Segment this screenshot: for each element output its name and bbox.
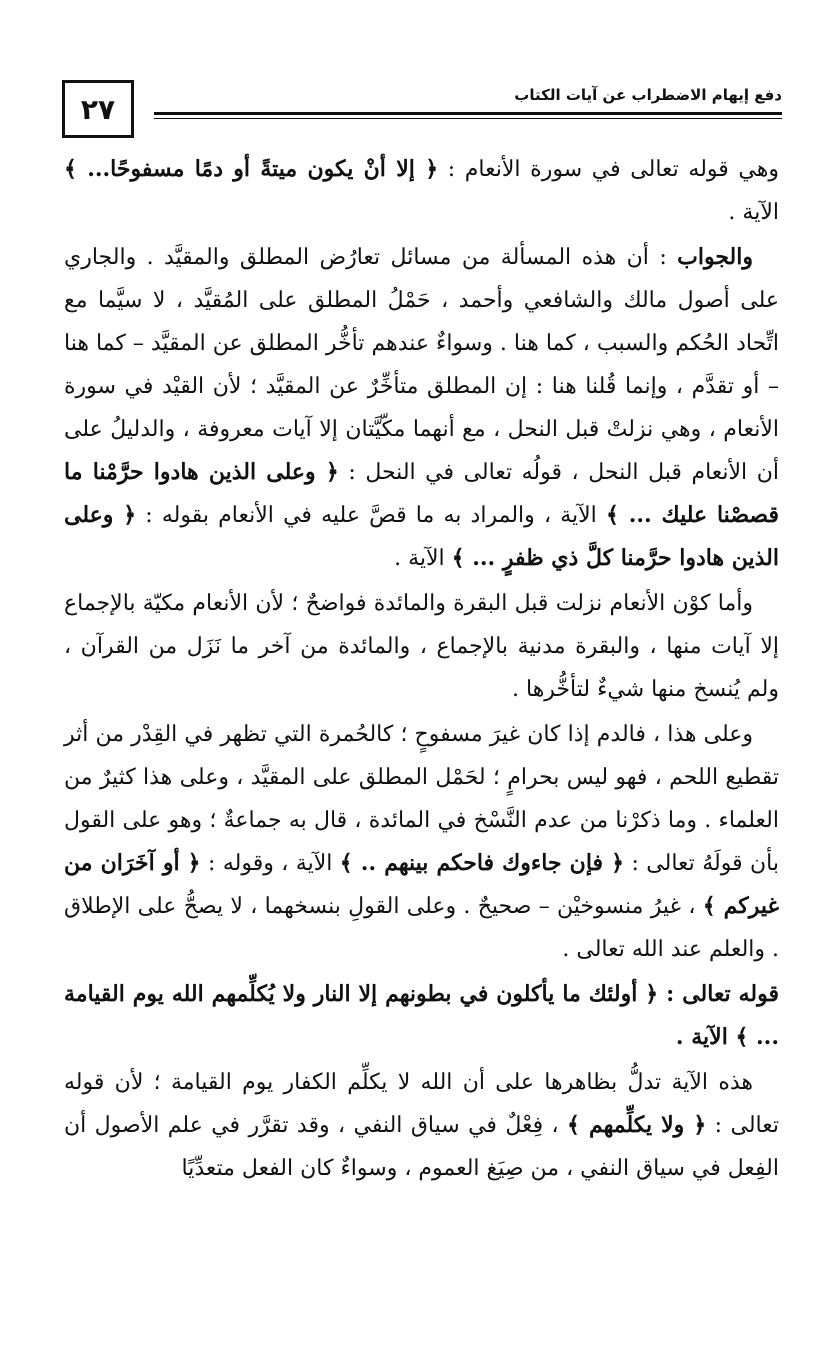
paragraph-p2 [64,236,779,580]
text-segment: الآية . [728,200,779,225]
paragraph-p6 [64,1061,779,1190]
paragraph-p1 [64,148,779,234]
text-segment: الآية ، والمراد به ما قصَّ عليه في الأنعام بقوله : [136,503,606,528]
bold-segment: الآية . [675,1024,736,1050]
running-title: دفع إيهام الاضطراب عن آيات الكتاب [514,86,782,104]
bold-segment: ﴿ أولئك ما يأكلون في بطونهم إلا النار ولا يُكلِّمهم الله يوم القيامة ... ﴾ [64,981,779,1050]
page-number: ٢٧ [62,80,134,138]
text-segment: وهي قوله تعالى في سورة الأنعام : [438,157,779,182]
bold-segment: ﴿ وعلى الذين هادوا حرَّمْنا ما قصصْنا عليك ... ﴾ [64,459,779,528]
paragraph-p4 [64,713,779,971]
text-segment: ، غيرُ منسوخيْن – صحيحٌ . وعلى القولِ بنسخهما ، لا يصحُّ على الإطلاق . والعلم عند الله تعالى . [64,894,779,962]
header-rule [154,112,782,115]
header-rule-thin [154,118,782,119]
paragraph-p3 [64,582,779,711]
bold-segment: ﴿ فإن جاءوك فاحكم بينهم .. ﴾ [339,850,625,876]
text-segment: هذه الآية تدلُّ بظاهرها على أن الله لا يكلِّم الكفار يوم القيامة ؛ لأن قوله تعالى : [64,1070,779,1138]
text-segment: الآية ، وقوله : [200,851,340,876]
bold-segment: ﴿ ولا يكلِّمهم ﴾ [567,1112,707,1138]
text-segment: ، فِعْلٌ في سياق النفي ، وقد تقرَّر في علم الأصول أن الفِعل في سياق النفي ، من صِيَغ العموم ، وسواءٌ كان الفعل متعدِّيًا [64,1113,779,1181]
paragraph-p5 [64,973,779,1059]
text-segment: الآية . [394,546,452,571]
text-segment: : أن هذه المسألة من مسائل تعارُض المطلق والمقيَّد . والجاري على أصول مالك والشافعي وأحمد ، حَمْلُ المطلق على المُقيَّد ، لا سيَّما مع اتِّحاد الحُكم والسبب ، كما هنا . وسواءٌ عندهم تأخُّر المطلق عن المقيَّد – كما هنا – أو تقدَّم ، وإنما قُلنا هنا : إن المطلق متأخِّرٌ عن المقيَّد ؛ لأن القيْد في سورة الأنعام ، وهي نزلتْ قبل النحل ، مع أنهما مكّيَّتان إلا آيات معروفة ، والدليلُ على أن الأنعام قبل النحل ، قولُه تعالى في النحل : [64,245,779,485]
bold-segment: ﴿ وعلى الذين هادوا حرَّمنا كلَّ ذي ظفرٍ ... ﴾ [64,502,779,571]
bold-segment: ﴿ إلا أنْ يكون ميتةً أو دمًا مسفوحًا... ﴾ [64,156,439,182]
bold-segment: ﴿ أو آخَرَان من غيركم ﴾ [64,850,779,919]
bold-segment: والجواب [677,244,753,270]
text-segment: وعلى هذا ، فالدم إذا كان غيرَ مسفوحٍ ؛ كالحُمرة التي تظهر في القِدْر من أثر تقطيع اللحم ، فهو ليس بحرامٍ ؛ لحَمْل المطلق على المقيَّد ، وعلى هذا كثيرٌ من العلماء . وما ذكرْنا من عدم النَّسْخ في المائدة ، قال به جماعةٌ ؛ وهو على القول بأن قولَهُ تعالى : [64,722,779,876]
bold-segment: قوله تعالى : [658,981,779,1007]
text-segment: وأما كوْن الأنعام نزلت قبل البقرة والمائدة فواضحٌ ؛ لأن الأنعام مكيّة بالإجماع إلا آيات منها ، والبقرة مدنية بالإجماع ، والمائدة من آخر ما نَزَل من القرآن ، ولم يُنسخ منها شيءٌ لتأخُّرها . [64,591,779,702]
text-body [64,148,779,1192]
page-header [62,80,782,144]
